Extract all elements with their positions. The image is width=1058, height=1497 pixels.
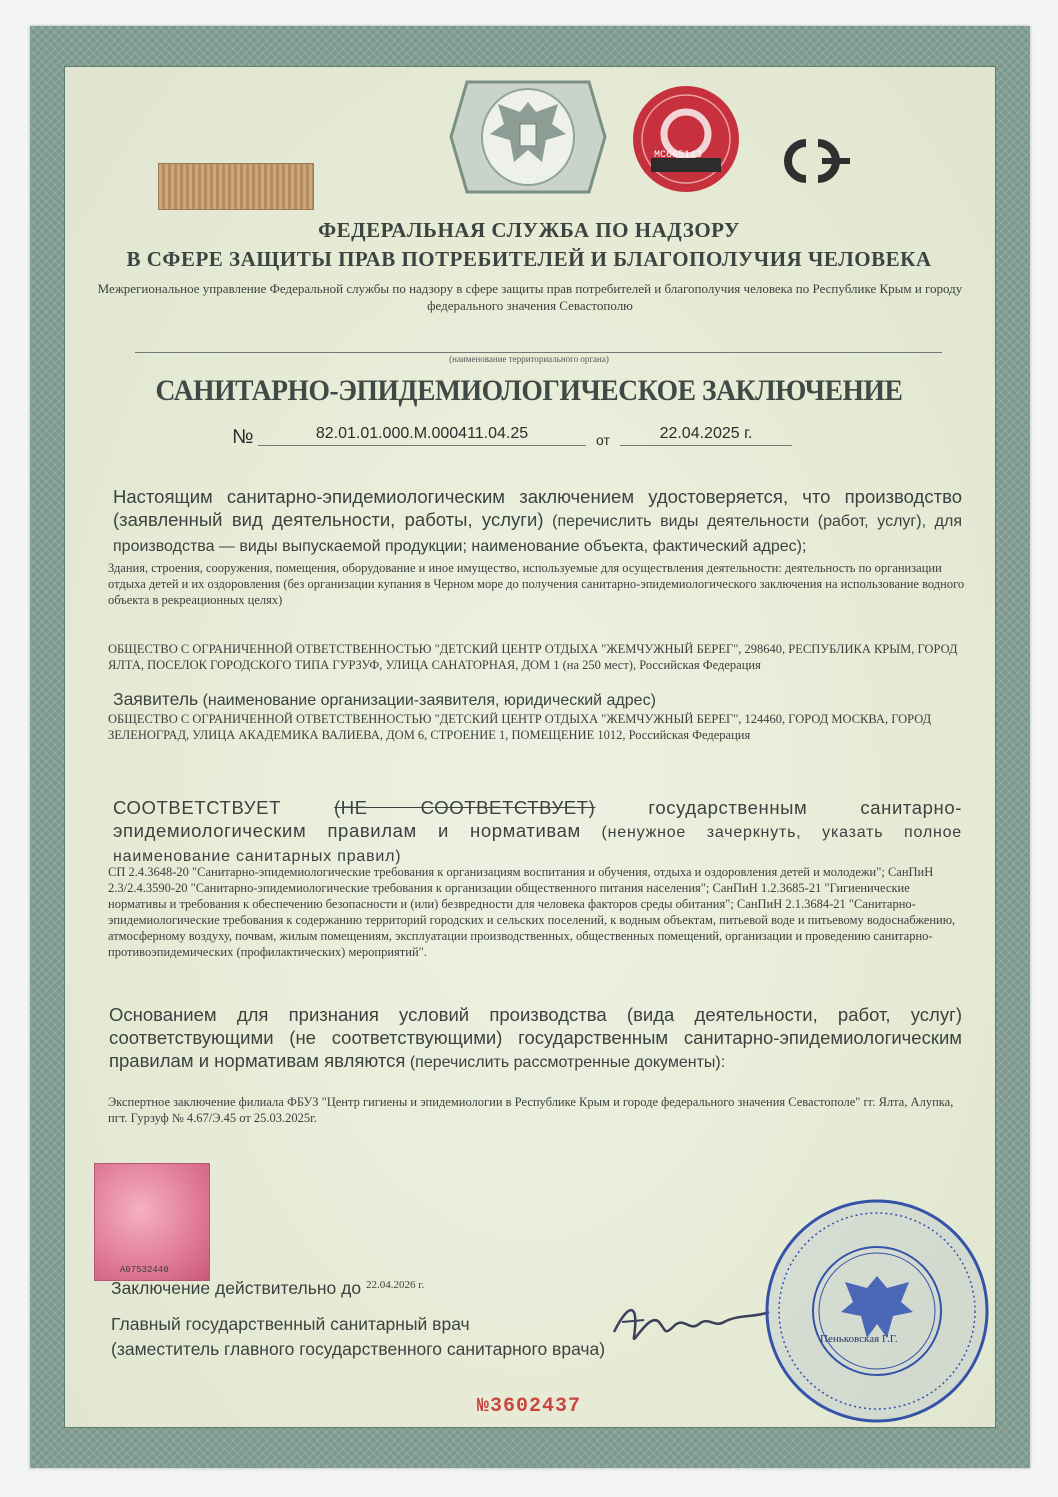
regional-caption: (наименование территориального органа) [449,354,609,364]
regional-underline [135,352,942,353]
applicant-label: Заявитель [113,689,199,709]
applicant-hint: (наименование организации-заявителя, юридический адрес) [198,692,656,709]
number-label: № [232,426,254,448]
se-logo-icon [766,135,858,187]
documents-text: Экспертное заключение филиала ФБУЗ "Центр гигиены и эпидемиологии в Республике Крым и городе федерального значения Севастополе" гг. Ялта, Алупка, пгт. Гурзуф № 4.67/Э.45 от 25.03.2025г. [108,1095,954,1125]
intro-hint: (перечислить виды деятельности (работ, услуг), для производства — виды выпускаемой продукции; наименование объекта, фактический адрес); [113,513,962,555]
applicant-text: ОБЩЕСТВО С ОГРАНИЧЕННОЙ ОТВЕТСТВЕННОСТЬЮ "ДЕТСКИЙ ЦЕНТР ОТДЫХА "ЖЕМЧУЖНЫЙ БЕРЕГ", 124460, ГОРОД МОСКВА, ГОРОД ЗЕЛЕНОГРАД, УЛИЦА АКАДЕМИКА ВАЛИЕВА, ДОМ 6, СТРОЕНИЕ 1, ПОМЕЩЕНИЕ 1012, Российская Федерация [108,712,932,742]
activity-text: Здания, строения, сооружения, помещения, оборудование и иное имущество, используемые для осуществления деятельности: деятельность по организации отдыха детей и их оздоровления (без организации купания в Черном море до получения санитарно-эпидемиологического заключения на использование водного объекта в рекреационных целях) [108,561,965,607]
hologram-strip [158,163,314,210]
chief-line1: Главный государственный санитарный врач [111,1314,470,1334]
object-text: ОБЩЕСТВО С ОГРАНИЧЕННОЙ ОТВЕТСТВЕННОСТЬЮ "ДЕТСКИЙ ЦЕНТР ОТДЫХА "ЖЕМЧУЖНЫЙ БЕРЕГ", 298640, РЕСПУБЛИКА КРЫМ, ГОРОД ЯЛТА, ПОСЕЛОК ГОРОДСКОГО ТИПА ГУРЗУФ, УЛИЦА САНАТОРНАЯ, ДОМ 1 (на 250 мест), Российская Федерация [108,642,958,672]
conformity-hint: (ненужное зачеркнуть, указать полное наименование санитарных правил) [113,823,962,865]
basis-paragraph [109,1003,962,1074]
conformity-rest: государственным санитарно-эпидемиологическим правилам и нормативам [113,797,962,841]
validity-line [111,1278,424,1299]
conformity-yes: СООТВЕТСТВУЕТ [113,797,281,818]
date-label: от [596,432,610,448]
sticker-code: A07532440 [120,1265,169,1275]
agency-title-line1: ФЕДЕРАЛЬНАЯ СЛУЖБА ПО НАДЗОРУ [318,218,740,242]
rules-text: СП 2.4.3648-20 "Санитарно-эпидемиологические требования к организациям воспитания и обучения, отдыха и оздоровления детей и молодежи"; СанПиН 2.3/2.4.3590-20 "Санитарно-эпидемиологические требования к организации общественного питания населения"; СанПиН 1.2.3685-21 "Гигиенические нормативы и требования к обеспечению безопасности и (или) безвредности для человека факторов среды обитания"; СанПиН 2.1.3684-21 "Санитарно-эпидемиологические требования к содержанию территорий городских и сельских поселений, к водным объектам, питьевой воде и питьевому водоснабжению, атмосферному воздуху, почвам, жилым помещениям, эксплуатации производственных, общественных помещений, организации и проведению санитарно-противоэпидемических (профилактических) мероприятий". [108,865,956,959]
signature-icon [604,1292,774,1352]
valid-label: Заключение действительно до [111,1278,362,1298]
applicant-heading [113,689,656,710]
conformity-no: (НЕ СООТВЕТСТВУЕТ) [334,797,596,818]
document-number: 82.01.01.000.М.000411.04.25 [258,425,586,446]
intro-main: Настоящим санитарно-эпидемиологическим заключением удостоверяется, что производство (заявленный вид деятельности, работы, услуги) [113,486,962,530]
valid-until: 22.04.2026 г. [365,1279,425,1291]
document-title: САНИТАРНО-ЭПИДЕМИОЛОГИЧЕСКОЕ ЗАКЛЮЧЕНИЕ [155,374,903,407]
serial-number: №3602437 [476,1395,581,1418]
basis-main: Основанием для признания условий производства (вида деятельности, работ, услуг) соответствующими (не соответствующими) государственным санитарно-эпидемиологическим правилам и нормативам являются [109,1004,962,1071]
agency-title-line2: В СФЕРЕ ЗАЩИТЫ ПРАВ ПОТРЕБИТЕЛЕЙ И БЛАГОПОЛУЧИЯ ЧЕЛОВЕКА [126,247,932,271]
hologram-sticker [94,1163,210,1281]
cert-mark-code: MC665143 [654,150,703,161]
document-date: 22.04.2025 г. [620,425,792,446]
conformity-paragraph [113,797,962,869]
certification-seal-icon [631,84,741,194]
emblem-icon [447,72,609,202]
intro-paragraph [113,485,962,558]
regional-body: Межрегиональное управление Федеральной службы по надзору в сфере защиты прав потребителей и благополучия человека по Республике Крым и городу федерального значения Севастополю [97,281,963,313]
basis-hint: (перечислить рассмотренные документы): [405,1054,726,1071]
official-stamp-icon [762,1196,992,1426]
stamp-name: Пеньковская Г.Г. [820,1333,898,1345]
chief-line2: (заместитель главного государственного санитарного врача) [111,1339,606,1359]
